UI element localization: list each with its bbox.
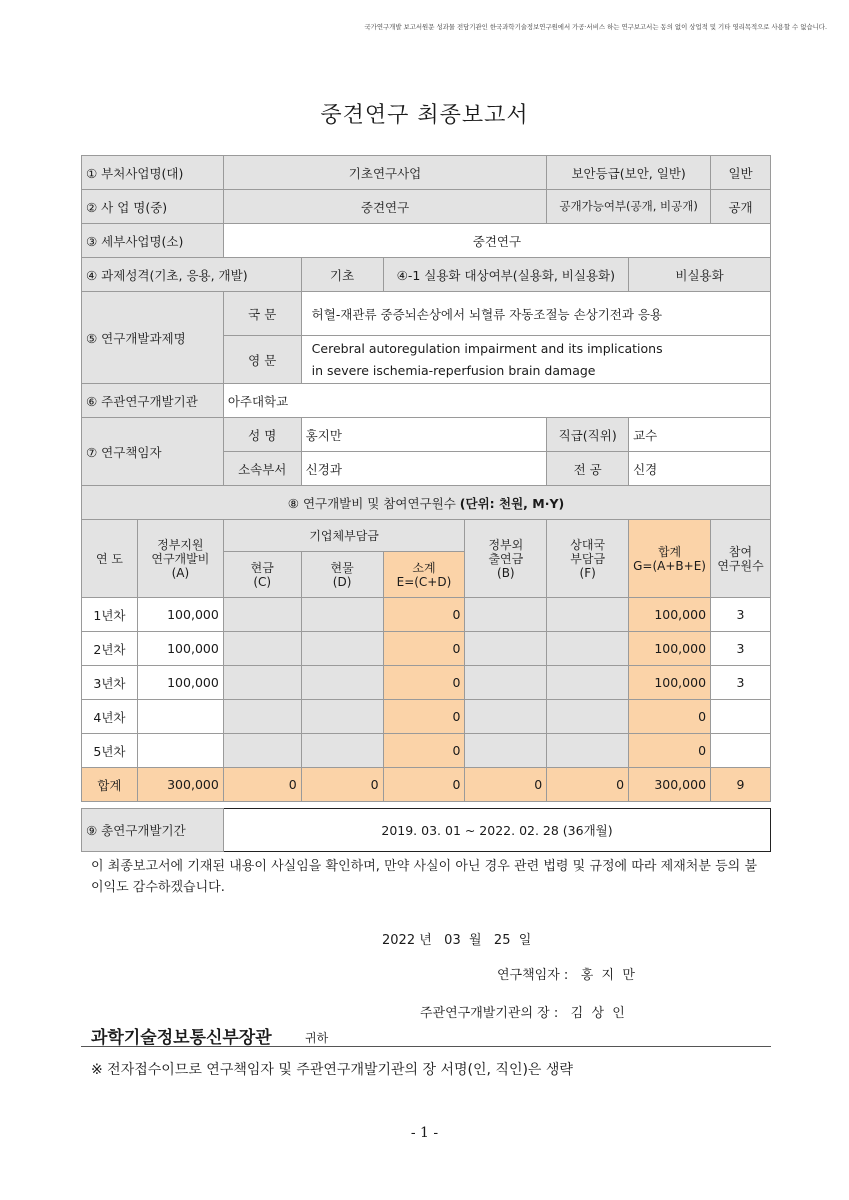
- year-cell: 2년차: [82, 632, 138, 666]
- funding-title-unit: (단위: 천원, M·Y): [459, 495, 565, 511]
- pi-signature-line: 연구책임자 : 홍 지 만: [497, 968, 635, 983]
- nongov-cell: [465, 666, 547, 700]
- nongov-cell: [465, 598, 547, 632]
- pi-major-value: 신경: [629, 452, 771, 486]
- dept-program-value: 기초연구사업: [223, 156, 546, 190]
- partner-cell: [547, 734, 629, 768]
- cash-cell: [223, 666, 301, 700]
- period-label: ⑨ 총연구개발기간: [82, 809, 224, 852]
- sum-in-kind-cell: 0: [301, 768, 383, 802]
- in-kind-cell: [301, 700, 383, 734]
- sum-year-cell: 합계: [82, 768, 138, 802]
- nongov-header-line3: (B): [497, 565, 515, 580]
- subtotal-header-line1: 소계: [412, 560, 436, 575]
- funding-title: [82, 486, 771, 520]
- in-kind-cell: [301, 734, 383, 768]
- sum-total-cell: 300,000: [629, 768, 711, 802]
- year-header: 연 도: [82, 520, 138, 598]
- title-korean-label: 국 문: [223, 292, 301, 336]
- project-title-label: ⑤ 연구개발과제명: [82, 292, 224, 384]
- recipient-minister: 과학기술정보통신부장관: [91, 1028, 272, 1048]
- in-kind-header-line1: 현물: [330, 560, 354, 575]
- footnote: ※ 전자접수이므로 연구책임자 및 주관연구개발기관의 장 서명(인, 직인)은 생략: [91, 1062, 573, 1078]
- total-header-line1: 합계: [657, 544, 682, 559]
- subtotal-header: [383, 552, 465, 598]
- in-kind-header-line2: (D): [332, 574, 352, 589]
- sub-program-value: 중견연구: [223, 224, 770, 258]
- dept-program-label: ① 부처사업명(대): [82, 156, 224, 190]
- partner-header: [547, 520, 629, 598]
- period-value: 2019. 03. 01 ~ 2022. 02. 28 (36개월): [224, 809, 771, 852]
- usage-notice: 국가연구개발 보고서원문 성과물 전담기관인 한국과학기술정보연구원에서 가공·서비스 하는 연구보고서는 동의 없이 상업적 및 기타 영리목적으로 사용할 수 없습니다.: [364, 23, 827, 31]
- partner-header-line1: 상대국: [570, 537, 606, 552]
- cash-cell: [223, 632, 301, 666]
- title-korean-value: 허혈-재관류 중증뇌손상에서 뇌혈류 자동조절능 손상기전과 응용: [301, 292, 770, 336]
- institution-head-signature-line: 주관연구개발기관의 장 : 김 상 인: [420, 1006, 625, 1021]
- subtotal-cell: 0: [383, 598, 465, 632]
- sum-partner-cell: 0: [547, 768, 629, 802]
- subtotal-header-line2: E=(C+D): [396, 574, 452, 589]
- gov-cell: [137, 734, 223, 768]
- pi-rank-value: 교수: [629, 418, 771, 452]
- program-value: 중견연구: [223, 190, 546, 224]
- partner-header-line2: 부담금: [570, 551, 606, 566]
- gov-cell: 100,000: [137, 598, 223, 632]
- subtotal-cell: 0: [383, 666, 465, 700]
- gov-header-line3: (A): [171, 565, 190, 580]
- cash-header: [223, 552, 301, 598]
- pi-label: ⑦ 연구책임자: [82, 418, 224, 486]
- commercialization-value: 비실용화: [629, 258, 771, 292]
- corporate-header: 기업체부담금: [223, 520, 465, 552]
- divider: [81, 1046, 771, 1047]
- period-table: [81, 808, 771, 852]
- cash-cell: [223, 598, 301, 632]
- report-date: 2022 년 03 월 25 일: [382, 933, 532, 948]
- project-type-label: ④ 과제성격(기초, 응용, 개발): [82, 258, 302, 292]
- sum-row: [82, 768, 771, 802]
- staff-cell: 3: [711, 598, 771, 632]
- nongov-cell: [465, 734, 547, 768]
- total-cell: 100,000: [629, 666, 711, 700]
- sum-staff-cell: 9: [711, 768, 771, 802]
- year-cell: 1년차: [82, 598, 138, 632]
- cash-header-line2: (C): [253, 574, 272, 589]
- host-institution-value: 아주대학교: [223, 384, 770, 418]
- in-kind-header: [301, 552, 383, 598]
- cash-cell: [223, 700, 301, 734]
- sum-subtotal-cell: 0: [383, 768, 465, 802]
- table-row: [82, 666, 771, 700]
- commercialization-label: ④-1 실용화 대상여부(실용화, 비실용화): [383, 258, 629, 292]
- sub-program-label: ③ 세부사업명(소): [82, 224, 224, 258]
- pi-name-label: 성 명: [223, 418, 301, 452]
- sum-cash-cell: 0: [223, 768, 301, 802]
- nongov-cell: [465, 632, 547, 666]
- staff-cell: [711, 734, 771, 768]
- in-kind-cell: [301, 632, 383, 666]
- partner-header-line3: (F): [579, 565, 596, 580]
- pi-dept-value: 신경과: [301, 452, 547, 486]
- partner-cell: [547, 666, 629, 700]
- cash-cell: [223, 734, 301, 768]
- staff-cell: [711, 700, 771, 734]
- gov-cell: 100,000: [137, 666, 223, 700]
- staff-header-line2: 연구원수: [717, 558, 764, 573]
- funding-title-text: ⑧ 연구개발비 및 참여연구원수: [287, 495, 460, 511]
- pi-rank-label: 직급(직위): [547, 418, 629, 452]
- table-row: [82, 734, 771, 768]
- nongov-header-line2: 출연금: [488, 551, 524, 566]
- staff-header-line1: 참여: [728, 544, 753, 559]
- in-kind-cell: [301, 598, 383, 632]
- host-institution-label: ⑥ 주관연구개발기관: [82, 384, 224, 418]
- report-title: 중견연구 최종보고서: [320, 103, 529, 128]
- report-info-table: [81, 155, 771, 802]
- sum-gov-cell: 300,000: [137, 768, 223, 802]
- sum-nongov-cell: 0: [465, 768, 547, 802]
- title-english-line1: Cerebral autoregulation impairment and its implications: [311, 340, 663, 356]
- pi-name-value: 홍지만: [301, 418, 547, 452]
- gov-header-line1: 정부지원: [157, 537, 204, 552]
- nongov-header-line1: 정부외: [488, 537, 524, 552]
- table-row: [82, 632, 771, 666]
- recipient-suffix: 귀하: [305, 1031, 329, 1045]
- pledge-text: 이 최종보고서에 기재된 내용이 사실임을 확인하며, 만약 사실이 아닌 경우 관련 법령 및 규정에 따라 제재처분 등의 불이익도 감수하겠습니다.: [91, 859, 757, 895]
- nongov-cell: [465, 700, 547, 734]
- program-label: ② 사 업 명(중): [82, 190, 224, 224]
- partner-cell: [547, 598, 629, 632]
- security-level-value: 일반: [711, 156, 771, 190]
- gov-cell: [137, 700, 223, 734]
- gov-funding-header: [137, 520, 223, 598]
- gov-cell: 100,000: [137, 632, 223, 666]
- total-cell: 100,000: [629, 632, 711, 666]
- year-cell: 5년차: [82, 734, 138, 768]
- page-number: - 1 -: [410, 1125, 439, 1141]
- staff-cell: 3: [711, 632, 771, 666]
- disclosure-label: 공개가능여부(공개, 비공개): [547, 190, 711, 224]
- staff-header: [711, 520, 771, 598]
- year-cell: 4년차: [82, 700, 138, 734]
- in-kind-cell: [301, 666, 383, 700]
- subtotal-cell: 0: [383, 632, 465, 666]
- cash-header-line1: 현금: [250, 560, 274, 575]
- partner-cell: [547, 632, 629, 666]
- title-english-line2: in severe ischemia-reperfusion brain damage: [311, 362, 596, 378]
- total-header-line2: G=(A+B+E): [633, 558, 706, 573]
- table-row: [82, 598, 771, 632]
- nongov-header: [465, 520, 547, 598]
- total-cell: 0: [629, 700, 711, 734]
- title-english-label: 영 문: [223, 336, 301, 384]
- table-row: [82, 700, 771, 734]
- project-type-value: 기초: [301, 258, 383, 292]
- pi-dept-label: 소속부서: [223, 452, 301, 486]
- year-cell: 3년차: [82, 666, 138, 700]
- partner-cell: [547, 700, 629, 734]
- total-cell: 0: [629, 734, 711, 768]
- security-level-label: 보안등급(보안, 일반): [547, 156, 711, 190]
- disclosure-value: 공개: [711, 190, 771, 224]
- gov-header-line2: 연구개발비: [151, 551, 210, 566]
- pi-major-label: 전 공: [547, 452, 629, 486]
- subtotal-cell: 0: [383, 700, 465, 734]
- title-english-value: [301, 336, 770, 384]
- total-cell: 100,000: [629, 598, 711, 632]
- staff-cell: 3: [711, 666, 771, 700]
- subtotal-cell: 0: [383, 734, 465, 768]
- total-header: [629, 520, 711, 598]
